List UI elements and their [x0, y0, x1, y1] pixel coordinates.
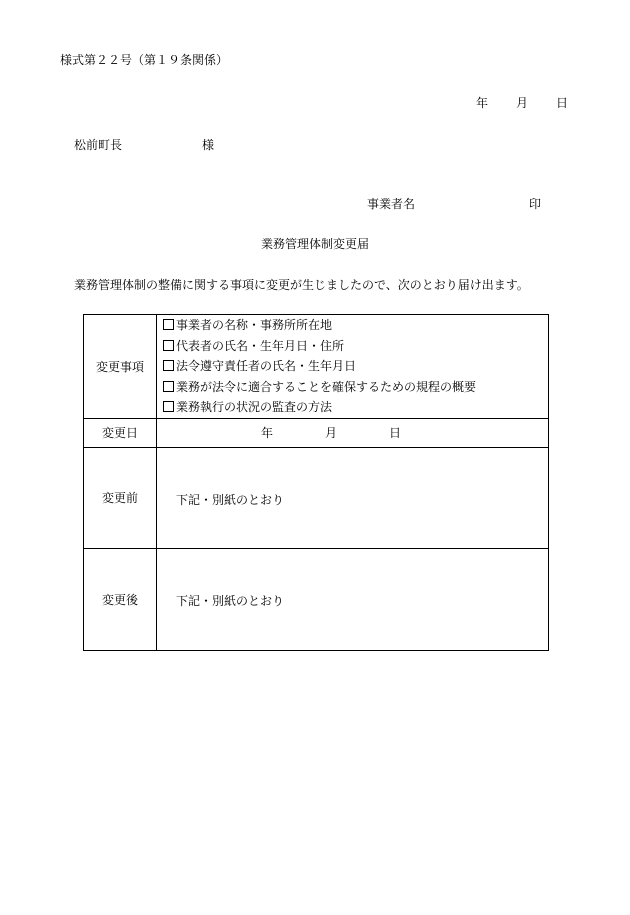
table-row-date — [84, 418, 549, 447]
checkbox[interactable] — [163, 360, 174, 371]
change-date-year: 年 — [261, 426, 274, 440]
document-title: 業務管理体制変更届 — [260, 237, 369, 251]
addressee — [74, 136, 214, 153]
before-label: 変更前 — [84, 447, 157, 548]
item-label: 業務が法令に適合することを確保するための規程の概要 — [176, 379, 477, 394]
applicant-label: 事業者名 — [367, 197, 416, 211]
item-label: 業務執行の状況の監査の方法 — [176, 400, 333, 414]
addressee-honorific: 様 — [202, 138, 215, 152]
after-note: 下記・別紙のとおり — [176, 594, 285, 608]
list-item[interactable] — [163, 397, 548, 418]
table-row-after — [84, 548, 549, 650]
checkbox[interactable] — [163, 319, 174, 330]
items-list — [157, 315, 548, 418]
table-row-before — [84, 447, 549, 548]
applicant — [367, 195, 541, 212]
item-label: 法令遵守責任者の氏名・生年月日 — [176, 359, 357, 373]
date-year-label: 年 — [476, 96, 489, 110]
item-label: 代表者の氏名・生年月日・住所 — [176, 338, 345, 353]
after-label: 変更後 — [84, 548, 157, 650]
list-item[interactable] — [163, 315, 548, 336]
date-day-label: 日 — [556, 96, 569, 110]
list-item[interactable] — [163, 377, 548, 398]
list-item[interactable] — [163, 336, 548, 357]
checkbox[interactable] — [163, 401, 174, 412]
change-date-label: 変更日 — [84, 418, 157, 447]
change-date-field[interactable] — [157, 418, 549, 447]
date-month-label: 月 — [516, 96, 529, 110]
submission-date — [476, 94, 568, 111]
form-number: 様式第２２号（第１９条関係） — [60, 53, 229, 67]
checkbox[interactable] — [163, 340, 174, 351]
table-row-items — [84, 315, 549, 419]
items-cell — [157, 315, 549, 419]
checkbox[interactable] — [163, 381, 174, 392]
items-label: 変更事項 — [84, 315, 157, 419]
list-item[interactable] — [163, 356, 548, 377]
change-date-day: 日 — [389, 426, 402, 440]
before-note: 下記・別紙のとおり — [176, 492, 285, 507]
after-field[interactable] — [157, 548, 549, 650]
item-label: 事業者の名称・事務所所在地 — [176, 318, 333, 332]
before-field[interactable] — [157, 447, 549, 548]
seal-mark: 印 — [529, 197, 542, 211]
change-form-table — [83, 314, 549, 651]
addressee-name: 松前町長 — [74, 138, 123, 152]
intro-text: 業務管理体制の整備に関する事項に変更が生じましたので、次のとおり届け出ます。 — [74, 278, 529, 292]
change-date-month: 月 — [325, 426, 338, 440]
